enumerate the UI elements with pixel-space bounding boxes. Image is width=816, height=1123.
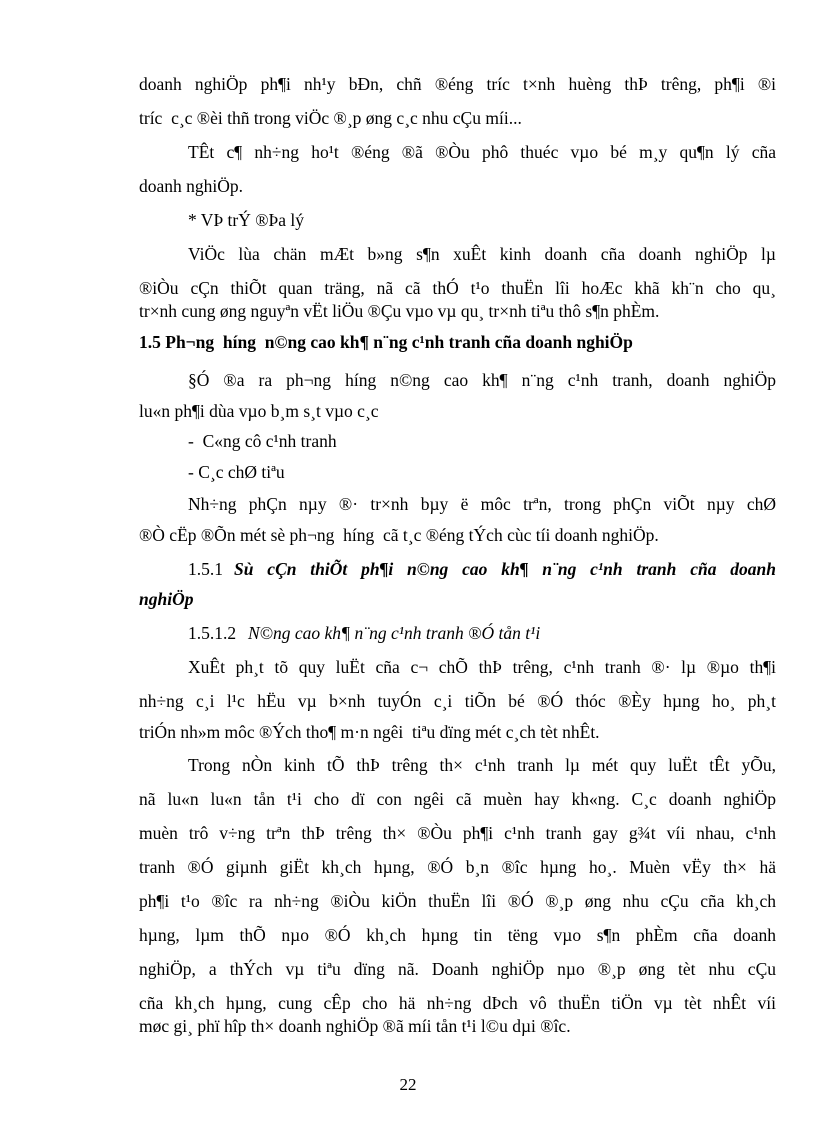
text-line-6: ViÖc lùa chän mÆt b»ng s¶n xuÊt kinh doanh cña doanh nghiÖp lµ — [188, 244, 776, 264]
text-line-31: cña kh¸ch hµng, cung cÊp cho hä nh÷ng dÞch vô thuËn tiÖn vµ tèt nhÊt víi — [139, 993, 776, 1013]
text-line-2: tríc c¸c ®èi thñ trong viÖc ®¸p øng c¸c nhu cÇu míi... — [139, 108, 522, 128]
text-line-32: møc gi¸ phï hîp th× doanh nghiÖp ®ã míi tån t¹i l©u dµi ®îc. — [139, 1016, 571, 1036]
text-line-8: tr×nh cung øng nguyªn vËt liÖu ®Çu vµo vµ qu¸ tr×nh tiªu thô s¶n phÈm. — [139, 301, 660, 321]
section-number-1-5-1-2: 1.5.1.2 — [188, 623, 237, 643]
text-line-22: nh÷ng c¸i l¹c hËu vµ b×nh tuyÓn c¸i tiÕn bé ®Ó thóc ®Èy hµng ho¸ ph¸t — [139, 691, 776, 711]
text-line-7: ®iÒu cÇn thiÕt quan träng, nã cã thÓ t¹o thuËn lîi hoÆc khã kh¨n cho qu¸ — [139, 278, 776, 298]
text-line-15: ®Ò cËp ®Õn mét sè ph¬ng híng cã t¸c ®éng tÝch cùc tíi doanh nghiÖp. — [139, 525, 659, 545]
section-heading-1-5: 1.5 Ph¬ng híng n©ng cao kh¶ n¨ng c¹nh tranh cña doanh nghiÖp — [139, 332, 633, 352]
text-line-5: * VÞ trÝ ®Þa lý — [188, 210, 305, 230]
section-number-1-5-1: 1.5.1 — [188, 559, 223, 579]
text-line-29: hµng, lµm thÕ nµo ®Ó kh¸ch hµng tin tëng vµo s¶n phÈm cña doanh — [139, 925, 776, 945]
text-line-24: Trong nÒn kinh tÕ thÞ trêng th× c¹nh tranh lµ mét quy luËt tÊt yÕu, — [188, 755, 776, 775]
text-line-26: muèn trô v÷ng trªn thÞ trêng th× ®Òu ph¶i c¹nh tranh gay g¾t víi nhau, c¹nh — [139, 823, 776, 843]
text-line-30: nghiÖp, a thÝch vµ tiªu dïng nã. Doanh nghiÖp nµo ®¸p øng tèt nhu cÇu — [139, 959, 776, 979]
section-heading-1-5-1-cont: nghiÖp — [139, 589, 194, 609]
list-item-2: - C¸c chØ tiªu — [188, 462, 285, 482]
text-line-25: nã lu«n lu«n tån t¹i cho dï con ngêi cã muèn hay kh«ng. C¸c doanh nghiÖp — [139, 789, 776, 809]
text-line-3: TÊt c¶ nh÷ng ho¹t ®éng ®ã ®Òu phô thuéc vµo bé m¸y qu¶n lý cña — [188, 142, 776, 162]
text-line-11: lu«n ph¶i dùa vµo b¸m s¸t vµo c¸c — [139, 401, 379, 421]
text-line-27: tranh ®Ó giµnh giËt kh¸ch hµng, ®Ó b¸n ®îc hµng ho¸. Muèn vËy th× hä — [139, 857, 776, 877]
page-number: 22 — [399, 1075, 417, 1094]
text-line-4: doanh nghiÖp. — [139, 176, 244, 196]
text-line-1: doanh nghiÖp ph¶i nh¹y bÐn, chñ ®éng tríc t×nh huèng thÞ trêng, ph¶i ®i — [139, 74, 776, 94]
text-line-21: XuÊt ph¸t tõ quy luËt cña c¬ chÕ thÞ trêng, c¹nh tranh ®· lµ ®µo th¶i — [188, 657, 776, 677]
section-heading-1-5-1: Sù cÇn thiÕt ph¶i n©ng cao kh¶ n¨ng c¹nh tranh cña doanh — [234, 559, 776, 579]
list-item-1: - C«ng cô c¹nh tranh — [188, 431, 337, 451]
text-line-28: ph¶i t¹o ®îc ra nh÷ng ®iÒu kiÖn thuËn lîi ®Ó ®¸p øng nhu cÇu cña kh¸ch — [139, 891, 776, 911]
section-heading-1-5-1-2: N©ng cao kh¶ n¨ng c¹nh tranh ®Ó tån t¹i — [248, 623, 541, 643]
text-line-23: triÓn nh»m môc ®Ých tho¶ m·n ngêi tiªu dïng mét c¸ch tèt nhÊt. — [139, 722, 600, 742]
text-line-10: §Ó ®a ra ph¬ng híng n©ng cao kh¶ n¨ng c¹nh tranh, doanh nghiÖp — [188, 370, 776, 390]
text-line-14: Nh÷ng phÇn nµy ®· tr×nh bµy ë môc trªn, trong phÇn viÕt nµy chØ — [188, 494, 776, 514]
